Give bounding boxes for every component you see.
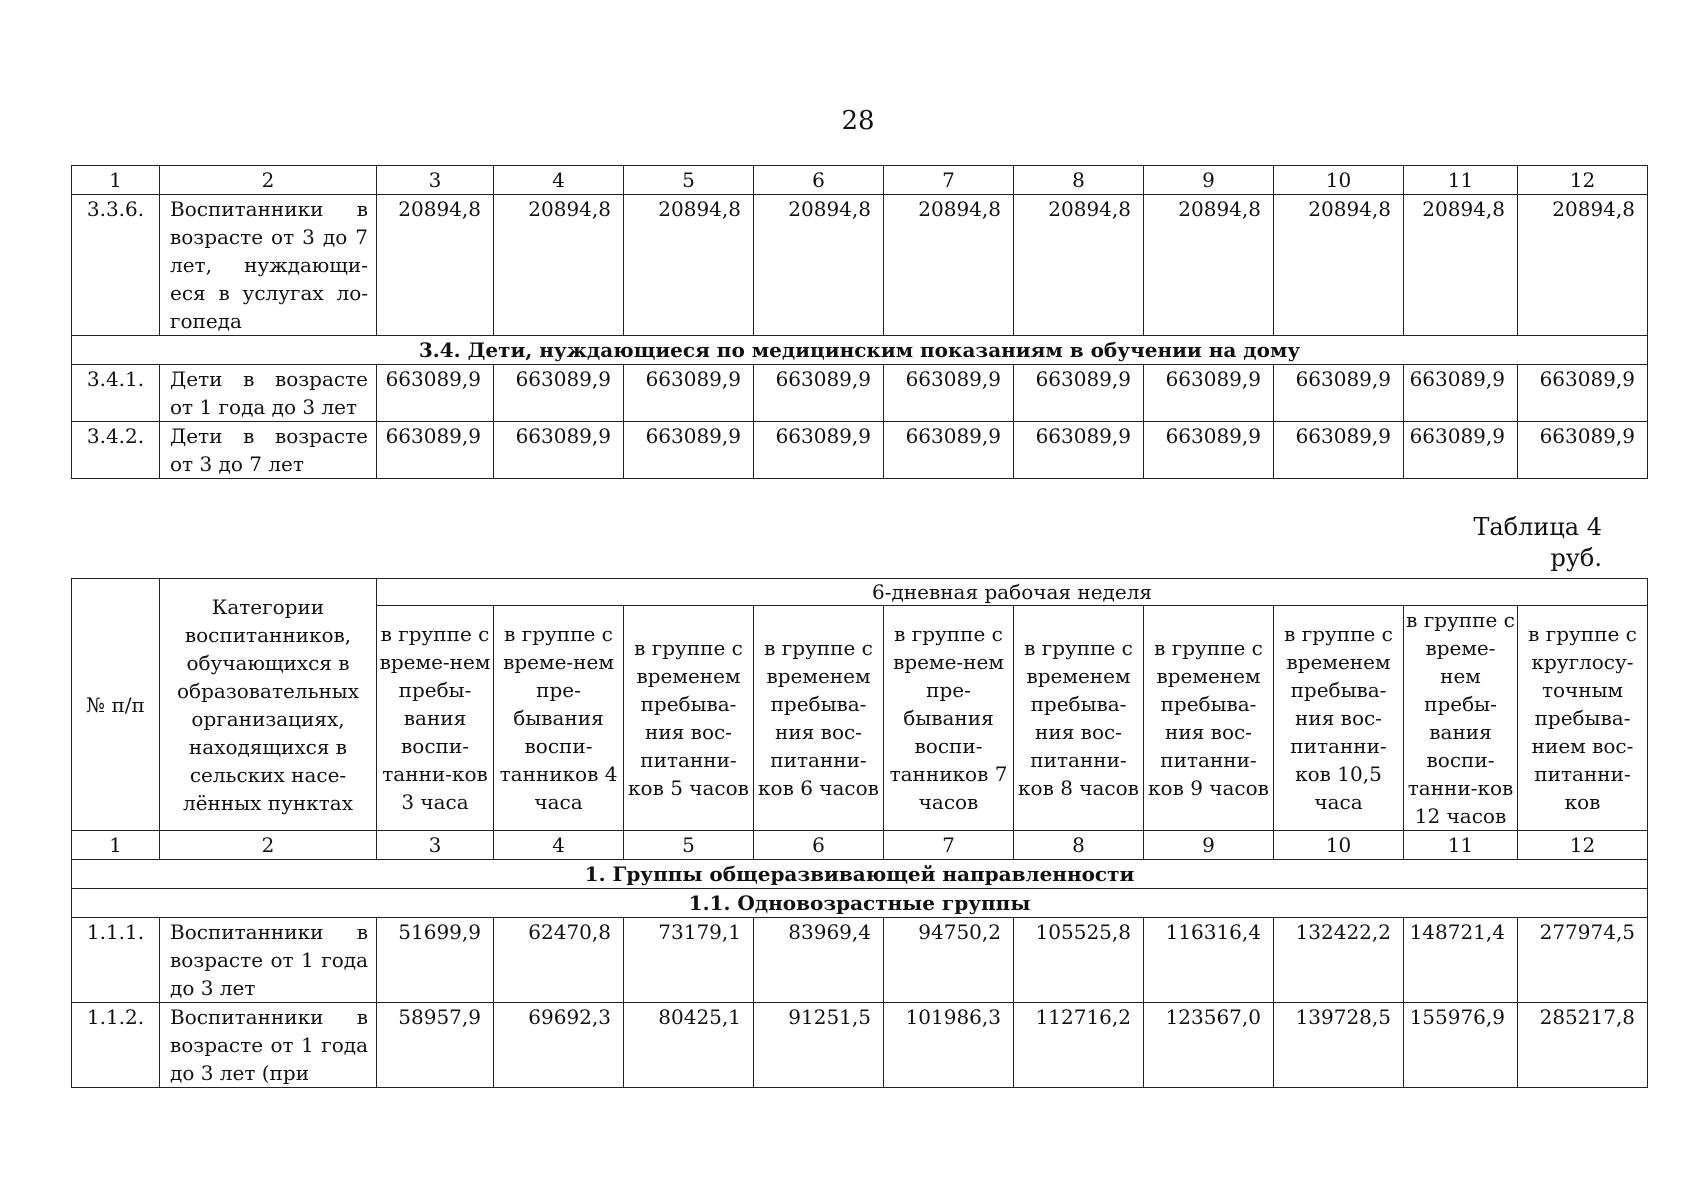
table-row [72,365,1648,422]
column-index-cell: 9 [1144,831,1274,860]
row-number: 3.4.2. [72,422,160,479]
value-cell: 58957,9 [377,1003,494,1088]
header-group-row [72,579,1648,606]
value-cell: 663089,9 [1014,422,1144,479]
value-cell: 20894,8 [1274,195,1404,336]
header-column: в группе с круглосу-точным пребыва-нием вос-питанни-ков [1518,606,1648,831]
column-index-cell: 5 [624,166,754,195]
column-index-cell: 2 [160,166,377,195]
column-index-cell: 12 [1518,831,1648,860]
row-category: Дети в возрасте от 3 до 7 лет [160,422,377,479]
value-cell: 20894,8 [1518,195,1648,336]
value-cell: 663089,9 [1518,365,1648,422]
table-row [72,422,1648,479]
row-category: Дети в возрасте от 1 года до 3 лет [160,365,377,422]
row-category: Воспитанники в возрасте от 1 года до 3 лет (при [160,1003,377,1088]
column-index-cell: 10 [1274,166,1404,195]
value-cell: 663089,9 [494,422,624,479]
value-cell: 20894,8 [624,195,754,336]
column-index-cell: 8 [1014,166,1144,195]
table-row [72,918,1648,1003]
header-column: в группе с време-нем пре-бывания воспи-танников 4 часа [494,606,624,831]
value-cell: 20894,8 [494,195,624,336]
subsection-row [72,889,1648,918]
value-cell: 20894,8 [754,195,884,336]
column-index-cell: 3 [377,166,494,195]
section-row [72,336,1648,365]
column-index-cell: 4 [494,166,624,195]
column-index-cell: 9 [1144,166,1274,195]
header-column: в группе с временем пребыва-ния вос-питанни-ков 8 часов [1014,606,1144,831]
value-cell: 663089,9 [624,365,754,422]
table-unit: руб. [1550,544,1602,572]
column-index-cell: 12 [1518,166,1648,195]
row-number: 3.3.6. [72,195,160,336]
value-cell: 20894,8 [884,195,1014,336]
header-column: в группе с време-нем пре-бывания воспи-танников 7 часов [884,606,1014,831]
subsection-title: 1.1. Одновозрастные группы [72,889,1648,918]
value-cell: 663089,9 [494,365,624,422]
column-index-cell: 5 [624,831,754,860]
value-cell: 62470,8 [494,918,624,1003]
value-cell: 277974,5 [1518,918,1648,1003]
value-cell: 20894,8 [377,195,494,336]
value-cell: 663089,9 [1014,365,1144,422]
value-cell: 663089,9 [1274,422,1404,479]
table-row [72,1003,1648,1088]
value-cell: 663089,9 [1518,422,1648,479]
value-cell: 112716,2 [1014,1003,1144,1088]
section-row [72,860,1648,889]
column-index-cell: 8 [1014,831,1144,860]
value-cell: 69692,3 [494,1003,624,1088]
value-cell: 155976,9 [1404,1003,1518,1088]
value-cell: 663089,9 [624,422,754,479]
value-cell: 663089,9 [884,422,1014,479]
row-category: Воспитанники в возрасте от 1 года до 3 лет [160,918,377,1003]
header-column: в группе с време-нем пребы-вания воспи-танни-ков 3 часа [377,606,494,831]
column-index-cell: 7 [884,831,1014,860]
table-row [72,195,1648,336]
row-number: 3.4.1. [72,365,160,422]
column-index-cell: 1 [72,831,160,860]
value-cell: 20894,8 [1404,195,1518,336]
header-column: в группе с временем пребыва-ния вос-питанни-ков 5 часов [624,606,754,831]
value-cell: 663089,9 [1404,365,1518,422]
column-index-cell: 6 [754,166,884,195]
value-cell: 101986,3 [884,1003,1014,1088]
value-cell: 663089,9 [884,365,1014,422]
value-cell: 663089,9 [377,365,494,422]
row-number: 1.1.1. [72,918,160,1003]
section-title: 3.4. Дети, нуждающиеся по медицинским показаниям в обучении на дому [72,336,1648,365]
header-column: в группе с време-нем пребы-вания воспи-танни-ков 12 часов [1404,606,1518,831]
value-cell: 663089,9 [1404,422,1518,479]
value-cell: 148721,4 [1404,918,1518,1003]
value-cell: 139728,5 [1274,1003,1404,1088]
header-category: Категории воспитанников, обучающихся в образовательных организациях, находящихся в сельских насе-лённых пунктах [160,579,377,831]
row-number: 1.1.2. [72,1003,160,1088]
value-cell: 663089,9 [1274,365,1404,422]
value-cell: 73179,1 [624,918,754,1003]
value-cell: 663089,9 [754,365,884,422]
tariff-table-continued [71,165,1648,479]
value-cell: 116316,4 [1144,918,1274,1003]
header-column: в группе с временем пребыва-ния вос-питанни-ков 10,5 часа [1274,606,1404,831]
header-week-group: 6-дневная рабочая неделя [377,579,1648,606]
row-category: Воспитанники в возрасте от 3 до 7 лет, нуждающи-еся в услугах ло-гопеда [160,195,377,336]
column-index-cell: 3 [377,831,494,860]
header-column: в группе с временем пребыва-ния вос-питанни-ков 9 часов [1144,606,1274,831]
page-number: 28 [841,106,875,136]
value-cell: 132422,2 [1274,918,1404,1003]
value-cell: 663089,9 [1144,422,1274,479]
column-index-cell: 11 [1404,831,1518,860]
value-cell: 663089,9 [1144,365,1274,422]
column-index-row [72,831,1648,860]
value-cell: 80425,1 [624,1003,754,1088]
value-cell: 83969,4 [754,918,884,1003]
column-index-cell: 1 [72,166,160,195]
header-column: в группе с временем пребыва-ния вос-питанни-ков 6 часов [754,606,884,831]
value-cell: 663089,9 [754,422,884,479]
value-cell: 123567,0 [1144,1003,1274,1088]
value-cell: 663089,9 [377,422,494,479]
value-cell: 94750,2 [884,918,1014,1003]
value-cell: 20894,8 [1144,195,1274,336]
value-cell: 285217,8 [1518,1003,1648,1088]
column-index-cell: 2 [160,831,377,860]
table-caption: Таблица 4 [1473,513,1602,541]
column-index-row [72,166,1648,195]
column-index-cell: 11 [1404,166,1518,195]
column-index-cell: 6 [754,831,884,860]
table-4 [71,578,1648,1088]
column-index-cell: 10 [1274,831,1404,860]
header-num: № п/п [72,579,160,831]
value-cell: 51699,9 [377,918,494,1003]
section-title: 1. Группы общеразвивающей направленности [72,860,1648,889]
column-index-cell: 4 [494,831,624,860]
column-index-cell: 7 [884,166,1014,195]
value-cell: 20894,8 [1014,195,1144,336]
value-cell: 105525,8 [1014,918,1144,1003]
value-cell: 91251,5 [754,1003,884,1088]
